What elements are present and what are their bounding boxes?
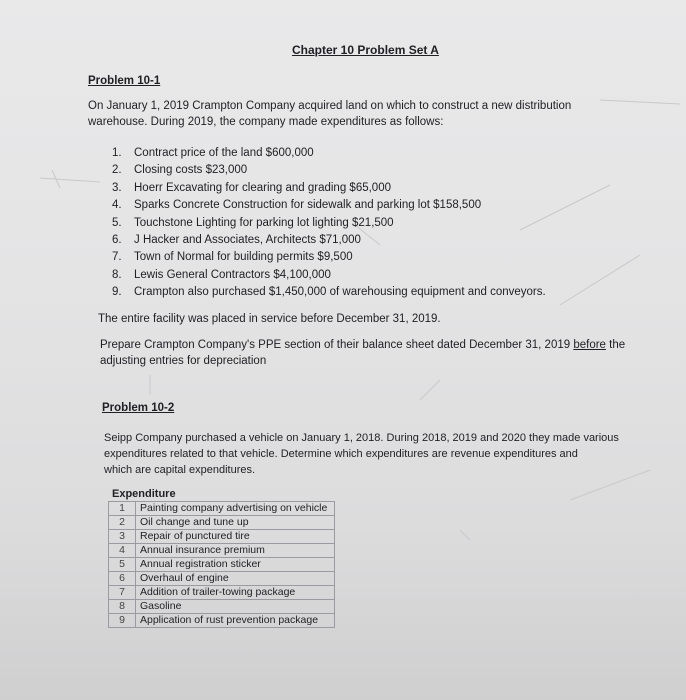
page-title: Chapter 10 Problem Set A	[292, 43, 439, 57]
table-row: 5 Annual registration sticker	[109, 558, 335, 572]
problem-1-heading: Problem 10-1	[88, 75, 161, 87]
list-item: 7. Town of Normal for building permits $9,500	[112, 251, 353, 264]
table-row: 8 Gasoline	[109, 600, 335, 614]
list-item: 9. Crampton also purchased $1,450,000 of warehousing equipment and conveyors.	[112, 286, 546, 299]
table-row: 7 Addition of trailer-towing package	[109, 586, 335, 600]
table-row: 6 Overhaul of engine	[109, 572, 335, 586]
list-item: 5. Touchstone Lighting for parking lot lighting $21,500	[112, 216, 394, 229]
list-item: 3. Hoerr Excavating for clearing and grading $65,000	[112, 181, 391, 194]
list-item: 4. Sparks Concrete Construction for sidewalk and parking lot $158,500	[112, 199, 482, 212]
expenditure-table	[108, 488, 335, 628]
problem-2-heading: Problem 10-2	[102, 402, 175, 414]
intro-line: warehouse. During 2019, the company made expenditures as follows:	[88, 116, 444, 128]
intro-line: Seipp Company purchased a vehicle on January 1, 2018. During 2018, 2019 and 2020 they made various	[104, 432, 619, 444]
table-row: 3 Repair of punctured tire	[109, 530, 335, 544]
intro-line: which are capital expenditures.	[104, 464, 256, 476]
expenditure-list	[112, 145, 546, 302]
service-note: The entire facility was placed in service before December 31, 2019.	[98, 313, 441, 325]
table-row: 1 Painting company advertising on vehicle	[109, 502, 335, 516]
problem-1-intro	[88, 98, 571, 130]
intro-line: On January 1, 2019 Crampton Company acquired land on which to construct a new distribution	[88, 100, 572, 112]
list-item: 6. J Hacker and Associates, Architects $71,000	[112, 234, 361, 247]
before-emphasis: before	[573, 339, 606, 351]
prepare-line: Prepare Crampton Company's PPE section of their balance sheet dated December 31, 2019 before the	[100, 339, 626, 351]
table-row: 9 Application of rust prevention package	[109, 614, 335, 628]
list-item: 1. Contract price of the land $600,000	[112, 147, 314, 159]
table-row: 2 Oil change and tune up	[109, 516, 335, 530]
prepare-instructions	[100, 337, 625, 369]
list-item: 2. Closing costs $23,000	[112, 164, 248, 177]
table-row: 4 Annual insurance premium	[109, 544, 335, 558]
intro-line: expenditures related to that vehicle. Determine which expenditures are revenue expenditures and	[104, 448, 578, 460]
list-item: 8. Lewis General Contractors $4,100,000	[112, 268, 331, 281]
problem-2-intro	[104, 430, 619, 478]
prepare-line: adjusting entries for depreciation	[100, 355, 267, 367]
table-header: Expenditure	[112, 488, 176, 500]
